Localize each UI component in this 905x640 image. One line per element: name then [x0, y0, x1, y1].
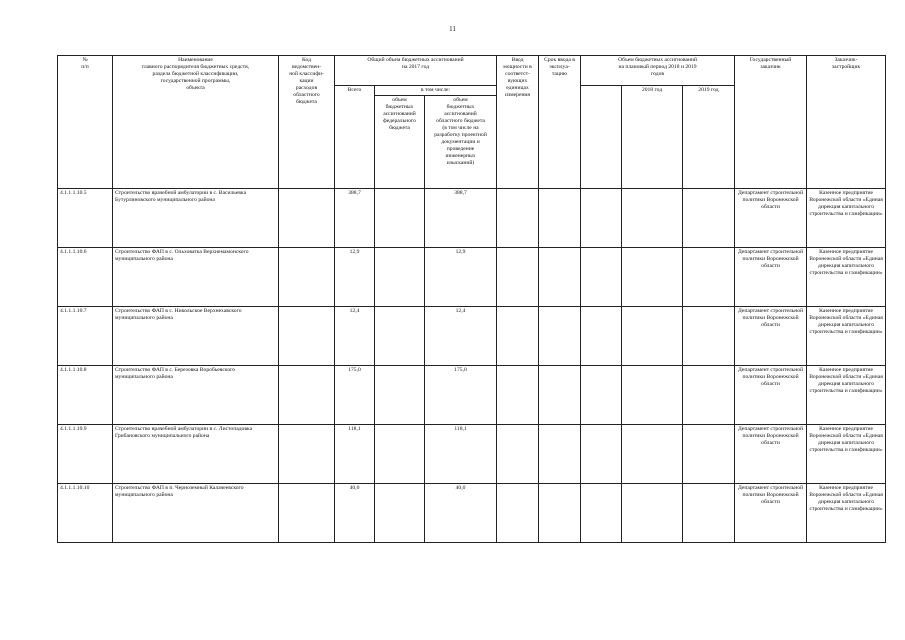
header-regional: объем бюджетных ассигнований областного бюджета (в том числе на разработку проектной документации и проведение инженерных изысканий): [425, 96, 497, 189]
row-regional: 175,0: [425, 366, 497, 425]
header-total-2017: Общий объем бюджетных ассигнований на 2017 год: [335, 56, 497, 86]
row-name: Строительство ФАП в с. Березовка Воробьевского муниципального района: [113, 366, 279, 425]
row-federal: [375, 307, 425, 366]
row-2018: [622, 248, 683, 307]
header-2019: 2019 год: [683, 86, 735, 189]
row-spacer: [581, 425, 622, 484]
row-num: 4.1.1.1.10.6: [58, 248, 113, 307]
row-regional: 12,9: [425, 248, 497, 307]
row-capacity: [497, 189, 539, 248]
row-spacer: [581, 189, 622, 248]
row-regional: 118,1: [425, 425, 497, 484]
row-regional: 12,4: [425, 307, 497, 366]
row-customer: Департамент строительной политики Воронежской области: [735, 248, 807, 307]
row-2019: [683, 484, 735, 543]
row-num: 4.1.1.1.10.9: [58, 425, 113, 484]
row-developer: Казенное предприятие Воронежской области «Единая дирекция капитального строительства и газификации»: [807, 366, 886, 425]
header-name: Наименование главного распорядителя бюджетных средств, раздела бюджетной классификации, государственной программы, объекта: [113, 56, 279, 189]
row-code: [279, 189, 335, 248]
row-customer: Департамент строительной политики Воронежской области: [735, 425, 807, 484]
row-2019: [683, 425, 735, 484]
row-code: [279, 307, 335, 366]
row-developer: Казенное предприятие Воронежской области «Единая дирекция капитального строительства и газификации»: [807, 484, 886, 543]
row-customer: Департамент строительной политики Воронежской области: [735, 307, 807, 366]
table-row: [58, 484, 886, 543]
row-name: Строительство врачебной амбулатории в с. Васильевка Бутурлиновского муниципального района: [113, 189, 279, 248]
row-commission: [539, 366, 581, 425]
row-capacity: [497, 307, 539, 366]
row-spacer: [581, 248, 622, 307]
budget-table: [57, 55, 886, 543]
row-name: Строительство ФАП в п. Черноземный Калачеевского муниципального района: [113, 484, 279, 543]
row-2019: [683, 307, 735, 366]
row-name: Строительство врачебной амбулатории в с. Листопадовка Грибановского муниципального района: [113, 425, 279, 484]
row-total: 388,7: [335, 189, 375, 248]
row-code: [279, 366, 335, 425]
row-2019: [683, 366, 735, 425]
header-customer: Государственный заказчик: [735, 56, 807, 189]
header-commission: Срок ввода в эксплуа- тацию: [539, 56, 581, 189]
table-row: [58, 366, 886, 425]
row-federal: [375, 366, 425, 425]
row-commission: [539, 425, 581, 484]
row-2019: [683, 248, 735, 307]
row-2018: [622, 189, 683, 248]
row-federal: [375, 189, 425, 248]
row-2018: [622, 366, 683, 425]
header-num: № п/п: [58, 56, 113, 189]
row-name: Строительство ФАП в с. Ольховатка Верхнемамонского муниципального района: [113, 248, 279, 307]
row-code: [279, 484, 335, 543]
row-federal: [375, 425, 425, 484]
table-row: [58, 425, 886, 484]
header-planned: Объем бюджетных ассигнований на плановый период 2018 и 2019 годов: [581, 56, 735, 86]
header-total: Всего: [335, 86, 375, 189]
row-customer: Департамент строительной политики Воронежской области: [735, 189, 807, 248]
header-including: в том числе:: [375, 86, 497, 96]
row-total: 12,9: [335, 248, 375, 307]
row-commission: [539, 248, 581, 307]
row-spacer: [581, 307, 622, 366]
row-regional: 388,7: [425, 189, 497, 248]
row-total: 175,0: [335, 366, 375, 425]
row-federal: [375, 248, 425, 307]
row-capacity: [497, 366, 539, 425]
row-total: 12,4: [335, 307, 375, 366]
row-code: [279, 425, 335, 484]
row-developer: Казенное предприятие Воронежской области «Единая дирекция капитального строительства и газификации»: [807, 189, 886, 248]
page-number: 11: [449, 25, 456, 33]
row-total: 40,0: [335, 484, 375, 543]
row-code: [279, 248, 335, 307]
row-capacity: [497, 248, 539, 307]
header-2018: 2018 год: [622, 86, 683, 189]
header-planned-spacer: [581, 86, 622, 189]
row-spacer: [581, 484, 622, 543]
row-total: 118,1: [335, 425, 375, 484]
row-capacity: [497, 425, 539, 484]
row-commission: [539, 307, 581, 366]
row-num: 4.1.1.1.10.5: [58, 189, 113, 248]
table-row: [58, 189, 886, 248]
row-developer: Казенное предприятие Воронежской области «Единая дирекция капитального строительства и газификации»: [807, 307, 886, 366]
row-2019: [683, 189, 735, 248]
row-num: 4.1.1.1.10.7: [58, 307, 113, 366]
table-row: [58, 248, 886, 307]
row-2018: [622, 484, 683, 543]
row-capacity: [497, 484, 539, 543]
row-federal: [375, 484, 425, 543]
row-developer: Казенное предприятие Воронежской области «Единая дирекция капитального строительства и газификации»: [807, 248, 886, 307]
row-spacer: [581, 366, 622, 425]
row-customer: Департамент строительной политики Воронежской области: [735, 484, 807, 543]
header-capacity: Ввод мощности в соответст- вующих единицах измерения: [497, 56, 539, 189]
row-commission: [539, 189, 581, 248]
row-2018: [622, 307, 683, 366]
row-num: 4.1.1.1.10.8: [58, 366, 113, 425]
row-name: Строительство ФАП в с. Никольское Верхнехавского муниципального района: [113, 307, 279, 366]
header-federal: объем бюджетных ассигнований федерального бюджета: [375, 96, 425, 189]
row-customer: Департамент строительной политики Воронежской области: [735, 366, 807, 425]
header-code: Код ведомствен- ной классифи- кации расходов областного бюджета: [279, 56, 335, 189]
row-commission: [539, 484, 581, 543]
row-developer: Казенное предприятие Воронежской области «Единая дирекция капитального строительства и газификации»: [807, 425, 886, 484]
header-developer: Заказчик- застройщик: [807, 56, 886, 189]
row-num: 4.1.1.1.10.10: [58, 484, 113, 543]
row-regional: 40,0: [425, 484, 497, 543]
table-row: [58, 307, 886, 366]
row-2018: [622, 425, 683, 484]
